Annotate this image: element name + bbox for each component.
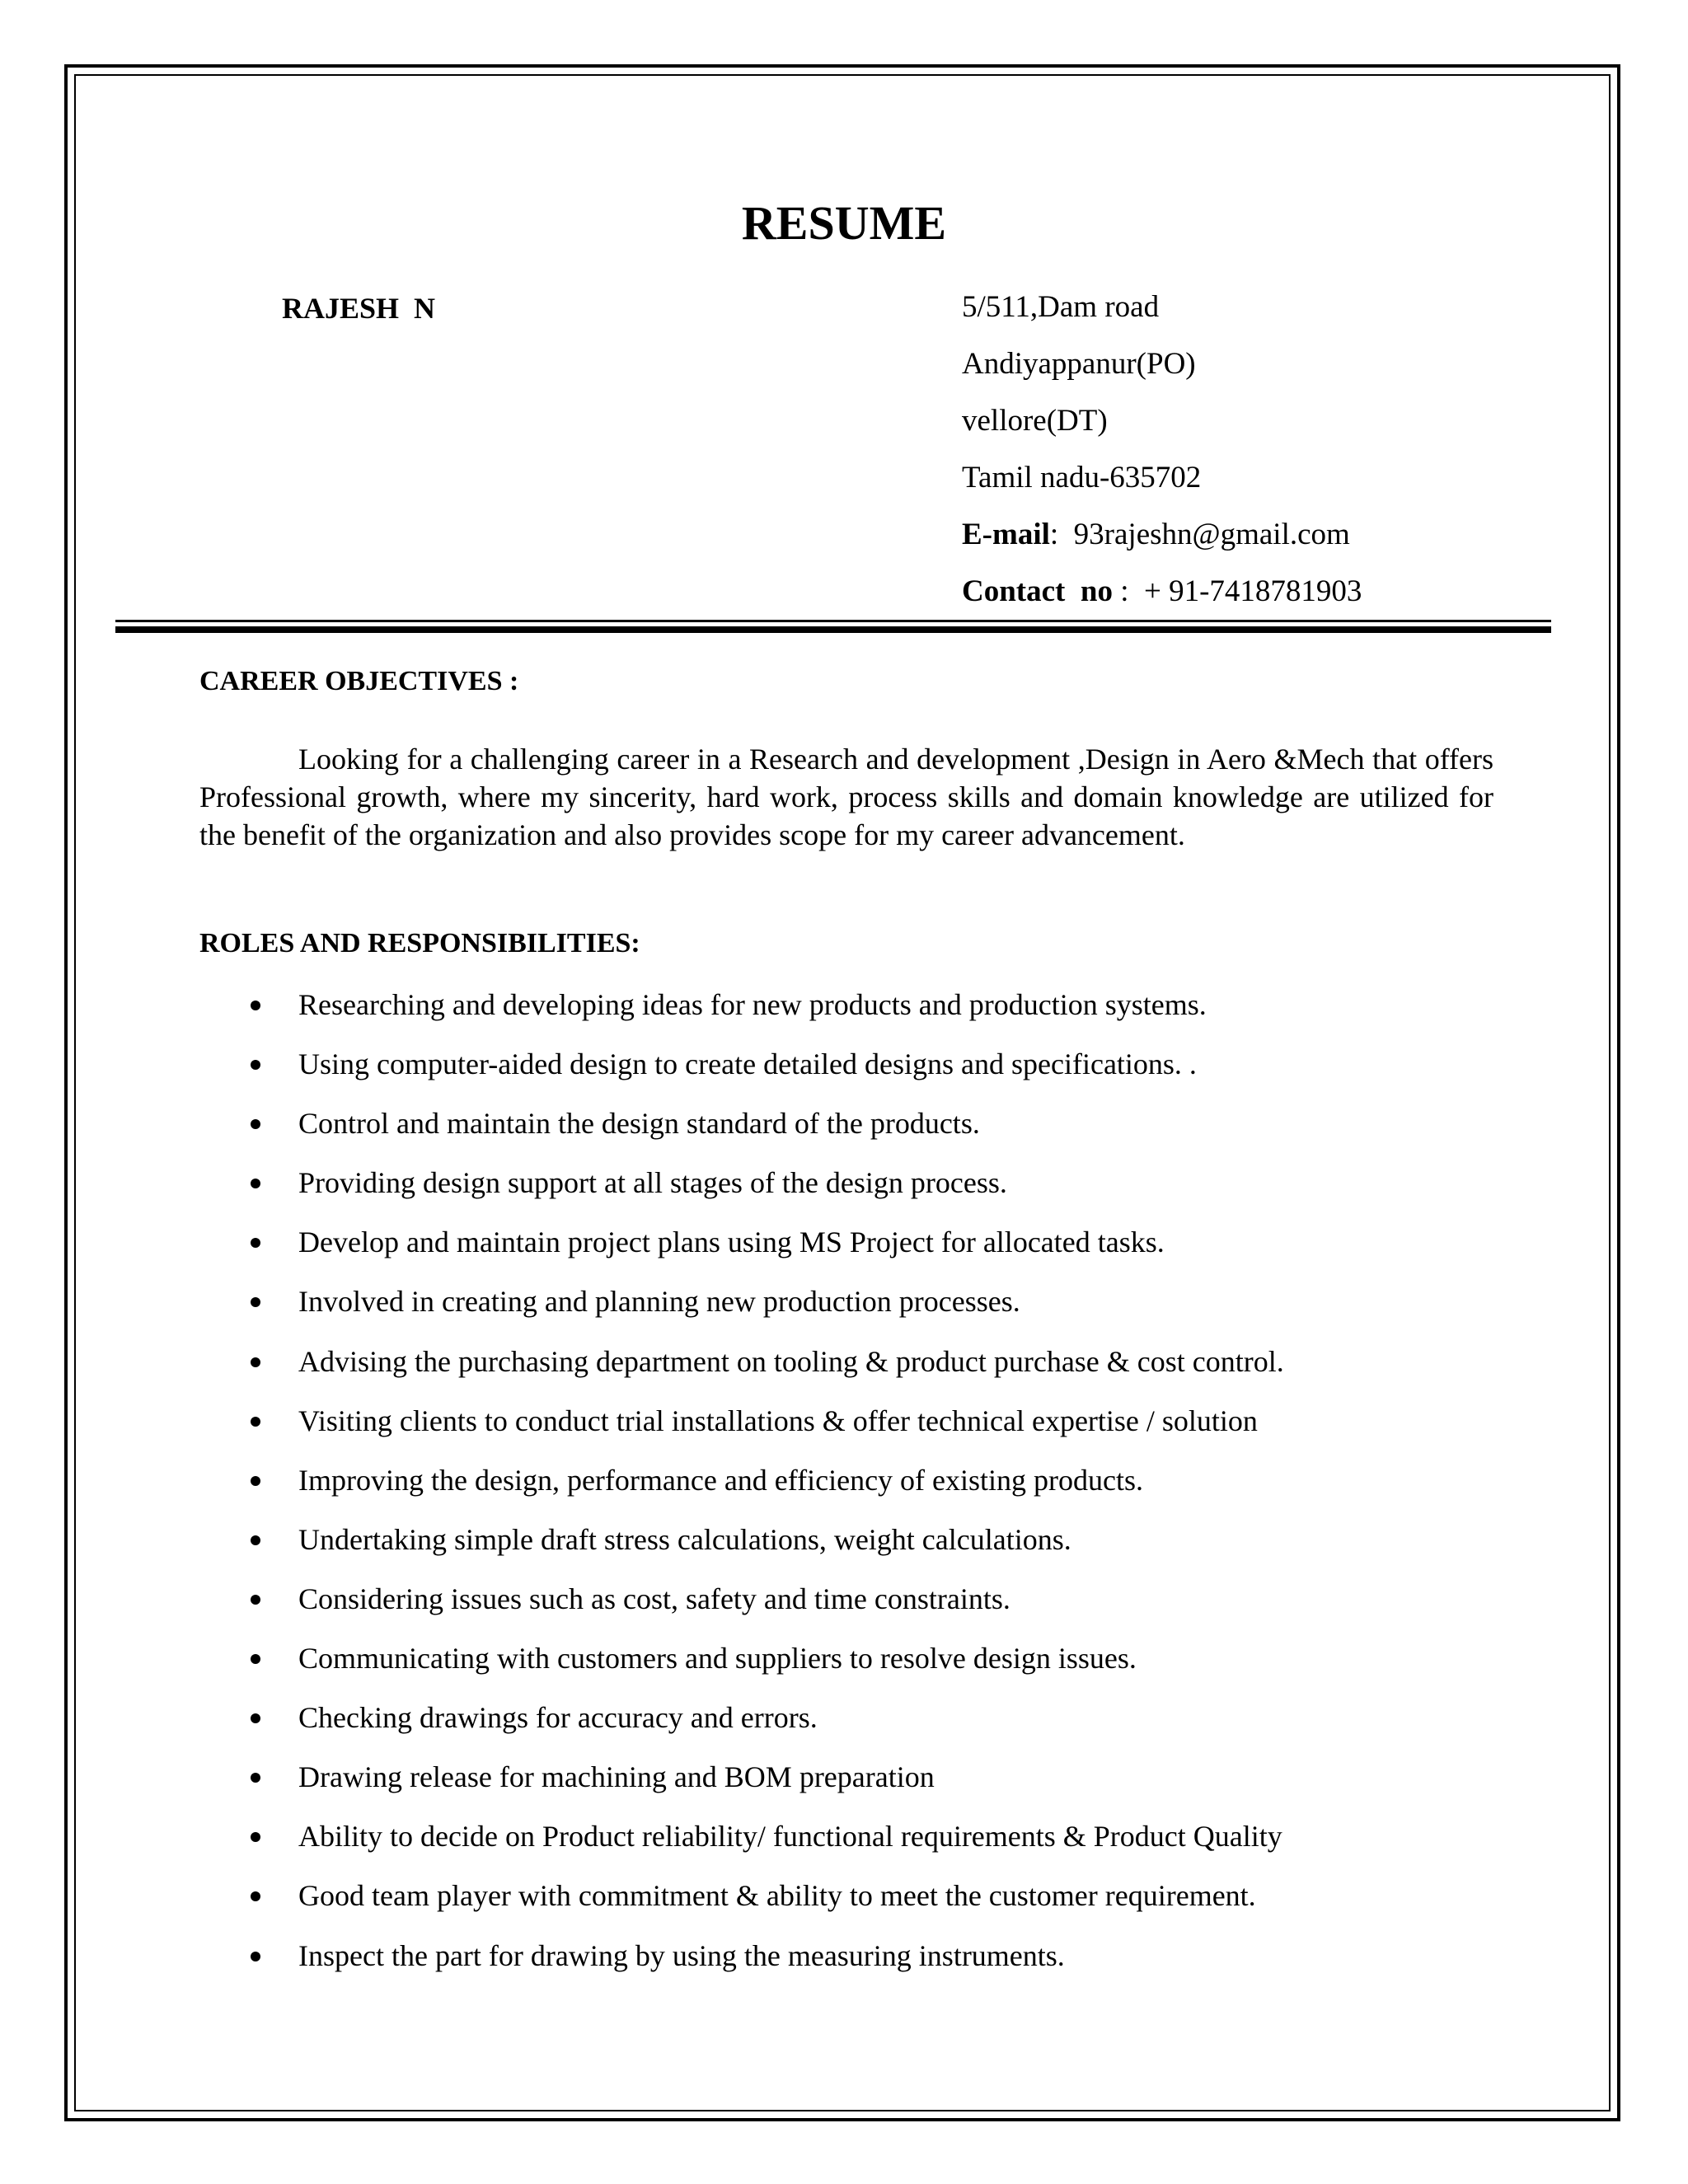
bullet-icon <box>251 1832 260 1842</box>
address-line-3: vellore(DT) <box>962 404 1108 438</box>
email-separator: : <box>1049 518 1074 551</box>
bullet-icon <box>251 1773 260 1783</box>
list-item <box>199 1758 1551 1817</box>
roles-list <box>199 986 1551 1996</box>
contact-value: + 91-7418781903 <box>1143 574 1362 608</box>
list-item-text: Good team player with commitment & ability to meet the customer requirement. <box>298 1879 1256 1913</box>
bullet-icon <box>251 1713 260 1723</box>
list-item <box>199 1282 1551 1342</box>
email-label: E-mail <box>962 518 1050 551</box>
list-item-text: Communicating with customers and suppliers to resolve design issues. <box>298 1642 1137 1675</box>
list-item <box>199 1164 1551 1223</box>
address-block <box>962 288 1362 630</box>
address-line-1: 5/511,Dam road <box>962 290 1160 324</box>
list-item <box>199 1937 1551 1996</box>
bullet-icon <box>251 1535 260 1545</box>
career-objective-text: Looking for a challenging career in a Research and development ,Design in Aero &Mech that offers Professional growth, where my sincerity, hard work, process skills and domain knowledge are utilized for the benefit of the organization and also provides scope for my career advancement. <box>199 743 1493 851</box>
header-divider-thick <box>115 626 1551 633</box>
career-objectives-heading: CAREER OBJECTIVES : <box>199 666 519 696</box>
list-item <box>199 1877 1551 1936</box>
contact-separator: : <box>1112 574 1144 608</box>
list-item-text: Develop and maintain project plans using MS Project for allocated tasks. <box>298 1226 1165 1259</box>
contact-label: Contact no <box>962 574 1113 608</box>
email-value: 93rajeshn@gmail.com <box>1073 518 1350 551</box>
bullet-icon <box>251 1001 260 1010</box>
list-item-text: Checking drawings for accuracy and errors. <box>298 1701 818 1735</box>
bullet-icon <box>251 1119 260 1129</box>
list-item <box>199 986 1551 1045</box>
list-item-text: Improving the design, performance and efficiency of existing products. <box>298 1463 1144 1497</box>
bullet-icon <box>251 1654 260 1664</box>
address-line-4: Tamil nadu-635702 <box>962 461 1202 494</box>
bullet-icon <box>251 1179 260 1188</box>
header-divider-thin <box>115 620 1551 622</box>
list-item <box>199 1639 1551 1699</box>
bullet-icon <box>251 1595 260 1605</box>
list-item-text: Inspect the part for drawing by using the measuring instruments. <box>298 1938 1065 1972</box>
resume-title: RESUME <box>741 196 947 250</box>
list-item <box>199 1699 1551 1758</box>
list-item-text: Advising the purchasing department on tooling & product purchase & cost control. <box>298 1344 1284 1378</box>
list-item <box>199 1461 1551 1521</box>
bullet-icon <box>251 1476 260 1486</box>
list-item <box>199 1223 1551 1282</box>
address-line-2: Andiyappanur(PO) <box>962 347 1196 381</box>
bullet-icon <box>251 1060 260 1070</box>
list-item-text: Drawing release for machining and BOM preparation <box>298 1760 935 1794</box>
list-item <box>199 1045 1551 1104</box>
bullet-icon <box>251 1357 260 1367</box>
bullet-icon <box>251 1891 260 1901</box>
list-item-text: Using computer-aided design to create detailed designs and specifications. . <box>298 1047 1197 1081</box>
roles-heading: ROLES AND RESPONSIBILITIES: <box>199 928 640 958</box>
list-item-text: Providing design support at all stages of the design process. <box>298 1166 1007 1200</box>
bullet-icon <box>251 1297 260 1307</box>
bullet-icon <box>251 1417 260 1427</box>
list-item-text: Considering issues such as cost, safety and time constraints. <box>298 1582 1010 1615</box>
list-item <box>199 1580 1551 1639</box>
list-item <box>199 1817 1551 1877</box>
list-item-text: Control and maintain the design standard of the products. <box>298 1107 980 1141</box>
list-item-text: Undertaking simple draft stress calculations, weight calculations. <box>298 1522 1071 1556</box>
applicant-name: RAJESH N <box>282 292 436 325</box>
bullet-icon <box>251 1238 260 1248</box>
list-item-text: Researching and developing ideas for new products and production systems. <box>298 988 1207 1021</box>
list-item <box>199 1343 1551 1402</box>
email-line <box>962 516 1362 573</box>
list-item <box>199 1521 1551 1580</box>
list-item-text: Ability to decide on Product reliability/ functional requirements & Product Quality <box>298 1820 1282 1854</box>
bullet-icon <box>251 1952 260 1961</box>
list-item <box>199 1402 1551 1461</box>
list-item-text: Involved in creating and planning new production processes. <box>298 1285 1020 1319</box>
list-item <box>199 1104 1551 1164</box>
list-item-text: Visiting clients to conduct trial installations & offer technical expertise / solution <box>298 1404 1258 1437</box>
